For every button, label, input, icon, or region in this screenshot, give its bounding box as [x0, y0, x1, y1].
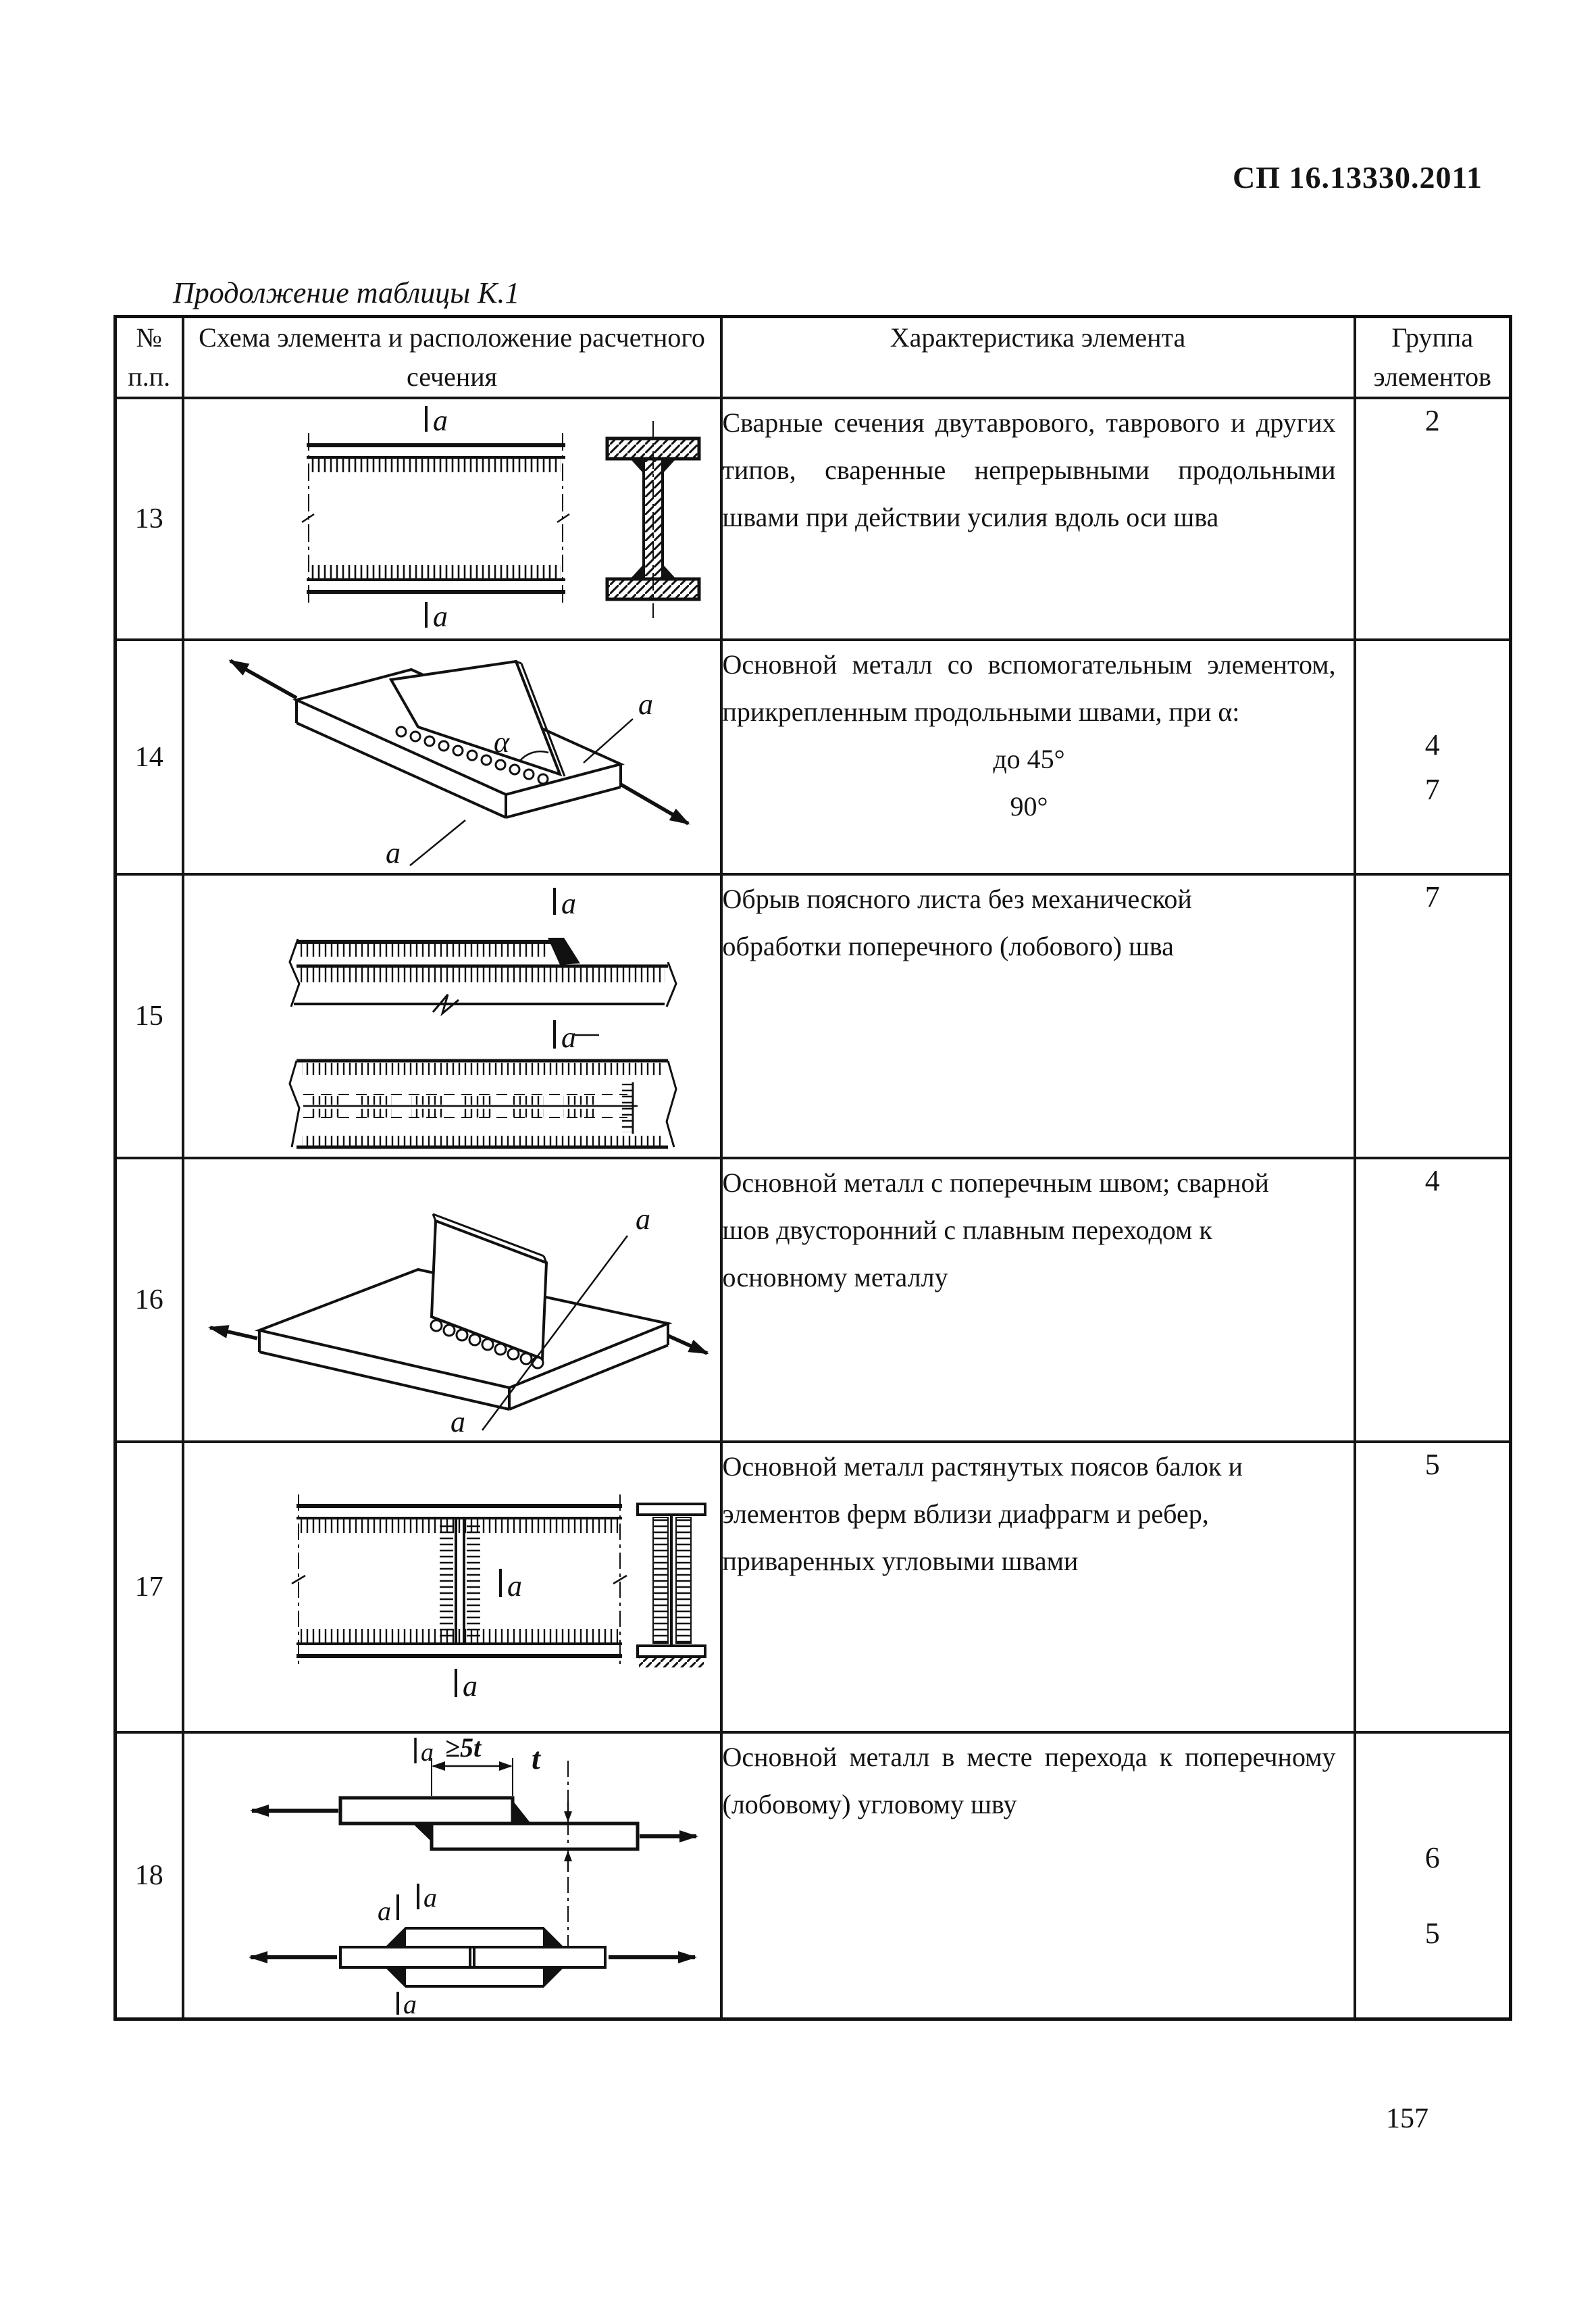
overlap-dimension-label: ≥5t: [445, 1734, 482, 1763]
col-header-num: [115, 317, 183, 399]
section-label-a-upper: a: [638, 687, 653, 721]
table-row-13: [115, 398, 1511, 640]
section-label-a-top: a: [561, 887, 576, 920]
characteristic-line: приваренных угловыми швами: [722, 1546, 1079, 1576]
row-17-schema-cell: [183, 1442, 721, 1732]
section-label-a-top: a: [433, 404, 448, 437]
diagram-diaphragm-fillet-welds: [195, 1469, 709, 1705]
row-15-group: [1355, 874, 1511, 1158]
row-13-number: 13: [115, 398, 183, 640]
row-14-group: [1355, 640, 1511, 874]
characteristic-line: Обрыв поясного листа без механической: [722, 884, 1192, 914]
row-18-characteristic: [721, 1732, 1355, 2019]
group-value: 4: [1424, 728, 1440, 761]
characteristic-line: типов, сваренные непрерывными продольными: [722, 455, 1336, 485]
section-label-a-lower: a: [451, 1405, 465, 1438]
row-17-characteristic: [721, 1442, 1355, 1732]
doc-number: СП 16.13330.2011: [1233, 160, 1483, 195]
row-14-number: 14: [115, 640, 183, 874]
section-label-a-dim: a: [421, 1738, 434, 1767]
section-label-a-mid: a: [561, 1021, 576, 1054]
characteristic-line: (лобовому) угловому шву: [722, 1789, 1017, 1819]
characteristic-line: Основной металл в месте перехода к поперечному: [722, 1742, 1336, 1772]
table-row-15: [115, 874, 1511, 1158]
header-row: [115, 317, 1511, 399]
row-14-schema-cell: [183, 640, 721, 874]
row-15-schema-cell: [183, 874, 721, 1158]
row-17-number: 17: [115, 1442, 183, 1732]
row-15-characteristic: [721, 874, 1355, 1158]
section-label-a-mid2: a: [423, 1882, 437, 1913]
section-label-a-bottom: a: [463, 1669, 478, 1703]
section-label-a-mid1: a: [378, 1896, 391, 1926]
row-16-characteristic: [721, 1158, 1355, 1442]
diagram-lap-joint-frontal-weld: [195, 1734, 709, 2017]
group-value: 7: [1424, 773, 1440, 806]
row-16-schema-cell: [183, 1158, 721, 1442]
col-header-num-line1: №: [136, 322, 162, 353]
characteristic-line: прикрепленным продольными швами, при α:: [722, 697, 1240, 727]
section-label-a-upper: a: [636, 1203, 650, 1236]
diagram-flange-plate-termination: [195, 881, 709, 1151]
group-value: 4: [1424, 1164, 1440, 1197]
fatigue-groups-table: [113, 315, 1512, 2021]
row-16-group: [1355, 1158, 1511, 1442]
group-value: 6: [1424, 1841, 1440, 1874]
row-16-number: 16: [115, 1158, 183, 1442]
thickness-label: t: [532, 1741, 540, 1776]
table-caption: Продолжение таблицы К.1: [173, 276, 520, 309]
group-value: 7: [1424, 880, 1440, 913]
characteristic-line: обработки поперечного (лобового) шва: [722, 931, 1174, 961]
table-row-16: [115, 1158, 1511, 1442]
group-value: 2: [1424, 404, 1440, 437]
angle-alpha-label: α: [494, 725, 510, 759]
page-number: 157: [1386, 2103, 1428, 2134]
diagram-welded-i-section: [188, 401, 715, 637]
characteristic-line: Сварные сечения двутаврового, таврового и других: [722, 407, 1336, 438]
col-header-schema-line1: Схема элемента и расположение расчетного: [199, 322, 705, 353]
col-header-num-line2: п.п.: [128, 361, 171, 392]
row-14-characteristic: [721, 640, 1355, 874]
row-15-number: 15: [115, 874, 183, 1158]
section-label-a-bottom: a: [403, 1989, 417, 2017]
row-18-group: [1355, 1732, 1511, 2019]
row-13-characteristic: [721, 398, 1355, 640]
group-value: 5: [1424, 1917, 1440, 1950]
row-13-schema-cell: [183, 398, 721, 640]
characteristic-line: швами при действии усилия вдоль оси шва: [722, 502, 1219, 532]
row-18-schema-cell: [183, 1732, 721, 2019]
characteristic-line: Основной металл со вспомогательным элементом,: [722, 649, 1336, 680]
col-header-schema: [183, 317, 721, 399]
row-13-group: [1355, 398, 1511, 640]
row-17-group: [1355, 1442, 1511, 1732]
section-label-a-mid: a: [507, 1569, 522, 1603]
section-label-a-bottom: a: [433, 600, 448, 633]
col-header-schema-line2: сечения: [406, 361, 498, 392]
characteristic-line: элементов ферм вблизи диафрагм и ребер,: [722, 1499, 1209, 1529]
col-header-group-line1: Группа: [1391, 322, 1474, 353]
table-row-14: [115, 640, 1511, 874]
row-18-number: 18: [115, 1732, 183, 2019]
section-label-a-lower: a: [386, 836, 401, 870]
characteristic-option: 90°: [1010, 791, 1048, 822]
table-row-17: [115, 1442, 1511, 1732]
col-header-characteristic: Характеристика элемента: [721, 317, 1355, 399]
characteristic-line: Основной металл с поперечным швом; сварной: [722, 1167, 1269, 1198]
diagram-transverse-weld-rib: [195, 1161, 709, 1438]
characteristic-option: до 45°: [993, 744, 1065, 774]
characteristic-line: Основной металл растянутых поясов балок и: [722, 1451, 1243, 1482]
characteristic-line: основному металлу: [722, 1262, 948, 1292]
group-value: 5: [1424, 1448, 1440, 1481]
table-row-18: [115, 1732, 1511, 2019]
characteristic-line: шов двусторонний с плавным переходом к: [722, 1215, 1212, 1245]
diagram-auxiliary-element-longitudinal-welds: [195, 643, 709, 872]
col-header-group: [1355, 317, 1511, 399]
col-header-group-line2: элементов: [1373, 361, 1491, 392]
